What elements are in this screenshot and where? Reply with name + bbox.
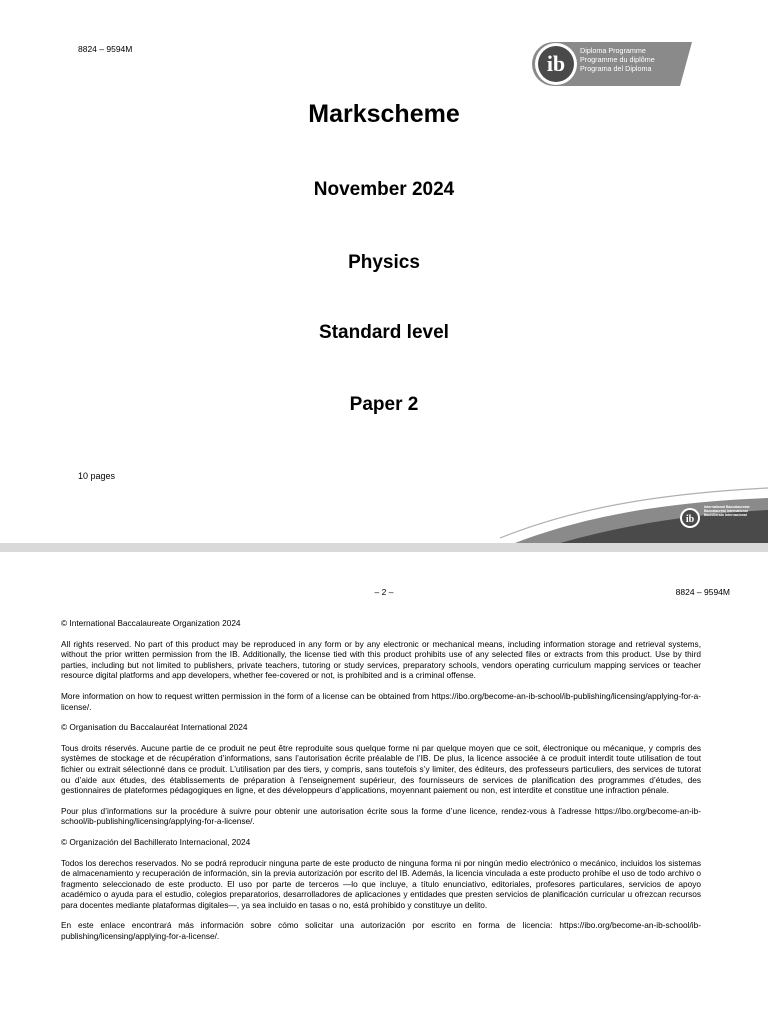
rights-paragraph: Todos los derechos reservados. No se podrá reproducir ninguna parte de este producto de ninguna forma ni por ningún medio electrónico o mecánico, incluidos los sistemas de almacenamiento y recuperación de información, sin la previa autorización por escrito del IB. Además, la licencia vinculada a este producto prohíbe el uso de todo archivo o fragmento seleccionado de este producto. El uso por parte de terceros —lo que incluye, a título enunciativo, editoriales, profesores particulares, servicios de apoyo académico o ayuda para el estudio, colegios preparatorios, desarrolladores de aplicaciones y entidades que presten servicios de planificación curricular u ofrezcan recursos para docentes mediante plataformas digitales—, ya sea incluido en tasas o no, está prohibido y constituye un delito. [61, 857, 701, 910]
page-count: 10 pages [78, 471, 116, 481]
rights-paragraph: Tous droits réservés. Aucune partie de ce produit ne peut être reproduite sous quelque forme ni par quelque moyen que ce soit, électronique ou mécanique, y compris des systèmes de stockage et de récupération d’informations, sans l’autorisation écrite préalable de l’IB. De plus, la licence associée à ce produit interdit toute utilisation de tout fichier ou extrait sélectionné dans ce produit. L’utilisation par des tiers, y compris, sans toutefois s’y limiter, des éditeurs, des professeurs particuliers, des services de tutorat ou d’aide aux études, des établissements de préparation à l’enseignement supérieur, des fournisseurs de services de planification des programmes d’études, des gestionnaires de plateformes pédagogiques en ligne, et des développeurs d’applications, moyennant paiement ou non, est interdite et constitue une infraction pénale. [61, 742, 701, 796]
copyright-line: © International Baccalaureate Organization 2024 [61, 618, 241, 628]
logo-line: Diploma Programme [580, 46, 646, 55]
corner-line: International Baccalaureate [704, 505, 750, 509]
doc-title: Markscheme [308, 100, 460, 128]
corner-logo-lines [704, 505, 750, 517]
corner-line: Bachillerato Internacional [704, 513, 747, 517]
corner-line: Baccalauréat International [704, 509, 748, 513]
rights-paragraph: All rights reserved. No part of this product may be reproduced in any form or by any electronic or mechanical means, including information storage and retrieval systems, without the prior written permission from the IB. Additionally, the license tied with this product prohibits use of any selected files or extracts from this product. Use by third parties, including but not limited to publishers, private teachers, tutoring or study services, preparatory schools, vendors operating curriculum mapping services or teacher resource digital platforms and app developers, whether fee-covered or not, is prohibited and is a criminal offense. [61, 638, 701, 681]
license-info-paragraph: More information on how to request written permission in the form of a license can be obtained from https://ibo.org/become-an-ib-school/ib-publishing/licensing/applying-for-a-license/. [61, 690, 701, 712]
exam-session: November 2024 [313, 179, 455, 200]
ib-mark-text: ib [546, 51, 566, 76]
page-number: – 2 – [374, 587, 394, 597]
paper-number: Paper 2 [349, 394, 419, 415]
license-info-paragraph: En este enlace encontrará más información sobre cómo solicitar una autorización por escrito en forma de licencia: https://ibo.org/become-an-ib-school/ib-publishing/licensing/applying-for-a-license/. [61, 920, 701, 942]
ib-logo-lines [580, 46, 655, 73]
copyright-line: © Organización del Bachillerato Internacional, 2024 [61, 836, 251, 847]
document-code: 8824 – 9594M [78, 44, 133, 54]
logo-line: Programme du diplôme [580, 55, 655, 64]
corner-mark-text: ib [685, 514, 695, 525]
license-info-paragraph: Pour plus d’informations sur la procédure à suivre pour obtenir une autorisation écrite sous la forme d’une licence, rendez-vous à l’adresse https://ibo.org/become-an-ib-school/ib-publishing/licensing/applying-for-a-license/. [61, 805, 701, 827]
level: Standard level [319, 322, 449, 343]
subject: Physics [348, 252, 420, 273]
copyright-page [0, 552, 768, 1024]
logo-line: Programa del Diploma [580, 64, 652, 73]
document-code: 8824 – 9594M [675, 587, 730, 597]
copyright-line: © Organisation du Baccalauréat International 2024 [61, 722, 248, 733]
copyright-text [61, 618, 701, 952]
